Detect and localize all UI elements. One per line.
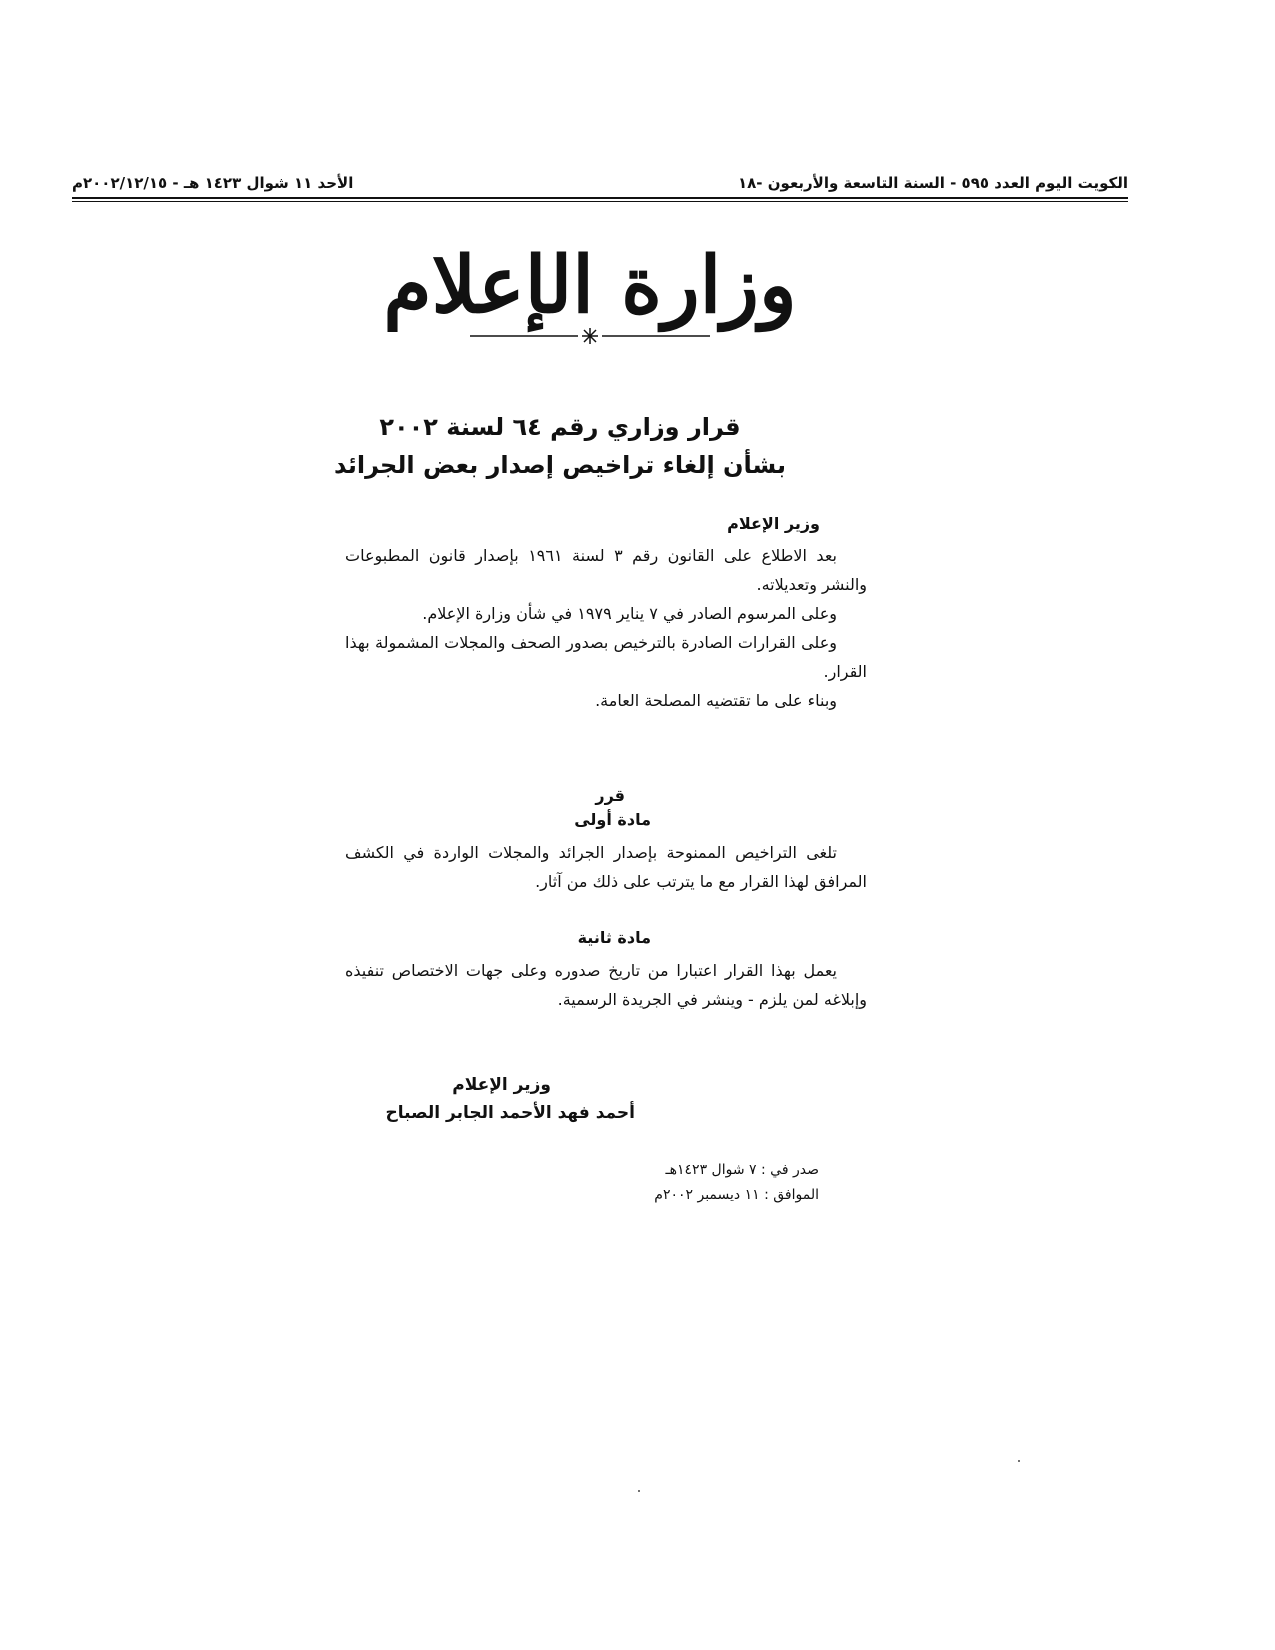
- header-divider: [72, 197, 1128, 199]
- ministry-masthead: وزارة الإعلام: [383, 240, 797, 331]
- article-1-title: مادة أولى: [574, 810, 651, 829]
- ornament-divider-icon: [470, 328, 710, 344]
- gazette-issue-info: الكويت اليوم العدد ٥٩٥ - السنة التاسعة والأربعون -١٨: [737, 174, 1128, 192]
- preamble-clause-4: وبناء على ما تقتضيه المصلحة العامة.: [595, 691, 837, 710]
- gazette-date: الأحد ١١ شوال ١٤٢٣ هـ - ٢٠٠٢/١٢/١٥م: [72, 174, 354, 192]
- preamble-heading: وزير الإعلام: [727, 514, 820, 533]
- decree-subject: بشأن إلغاء تراخيص إصدار بعض الجرائد: [334, 451, 786, 479]
- article-2-title: مادة ثانية: [577, 928, 651, 947]
- article-2-text: يعمل بهذا القرار اعتبارا من تاريخ صدوره وعلى جهات الاختصاص تنفيذه وإبلاغه لمن يلزم - وينشر في الجريدة الرسمية.: [345, 961, 867, 1009]
- decision-heading: قرر: [595, 786, 625, 805]
- scan-speck: [1018, 1460, 1020, 1462]
- preamble-clauses: [345, 541, 867, 715]
- header-divider-thin: [72, 201, 1128, 202]
- gazette-header: [72, 170, 1128, 196]
- article-1-text: تلغى التراخيص الممنوحة بإصدار الجرائد والمجلات الواردة في الكشف المرافق لهذا القرار مع ما يترتب على ذلك من آثار.: [345, 843, 867, 891]
- signatory-name: أحمد فهد الأحمد الجابر الصباح: [385, 1103, 635, 1123]
- preamble-clause-2: وعلى المرسوم الصادر في ٧ يناير ١٩٧٩ في شأن وزارة الإعلام.: [422, 604, 837, 623]
- issue-date-gregorian: الموافق : ١١ ديسمبر ٢٠٠٢م: [654, 1187, 819, 1203]
- preamble-clause-1: بعد الاطلاع على القانون رقم ٣ لسنة ١٩٦١ بإصدار قانون المطبوعات والنشر وتعديلاته.: [345, 546, 867, 594]
- scan-speck: [638, 1490, 640, 1492]
- decree-title: قرار وزاري رقم ٦٤ لسنة ٢٠٠٢: [379, 413, 741, 441]
- signatory-title: وزير الإعلام: [452, 1075, 551, 1095]
- issue-date-hijri: صدر في : ٧ شوال ١٤٢٣هـ: [665, 1162, 819, 1178]
- preamble-clause-3: وعلى القرارات الصادرة بالترخيص بصدور الصحف والمجلات المشمولة بهذا القرار.: [345, 633, 867, 681]
